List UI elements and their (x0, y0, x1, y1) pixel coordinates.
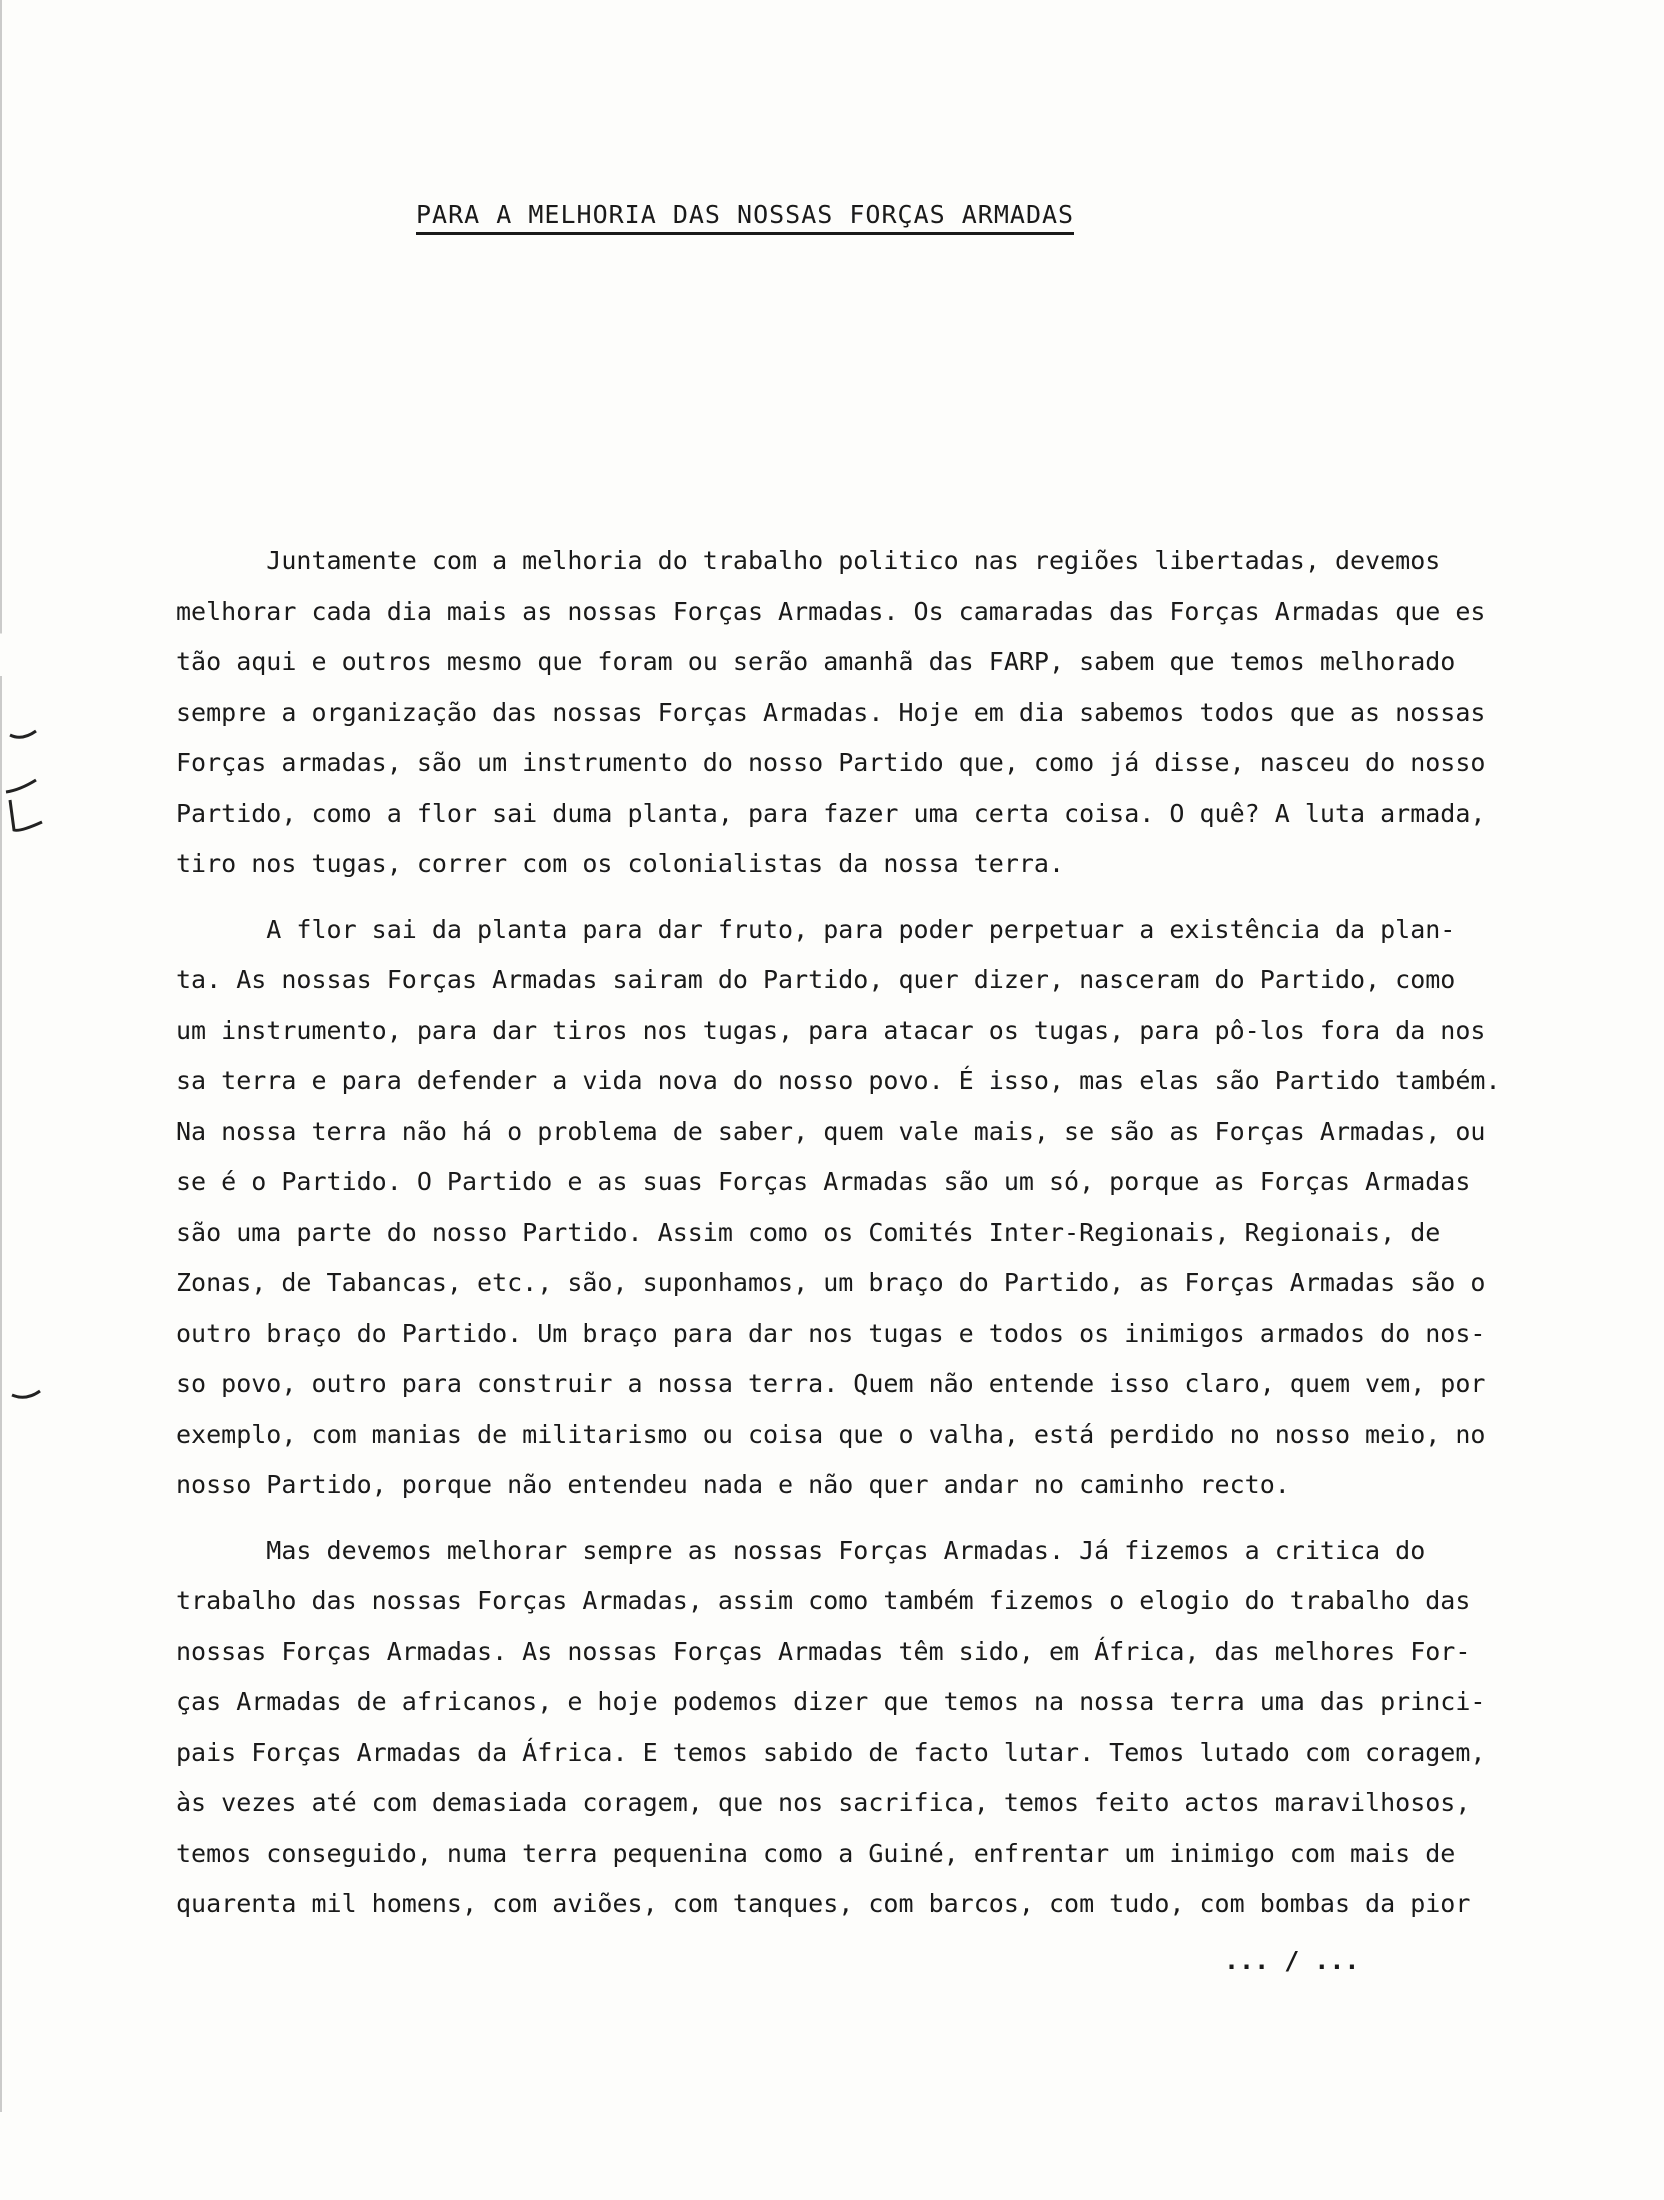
text-line: quarenta mil homens, com aviões, com tanques, com barcos, com tudo, com bombas da pior (176, 1889, 1471, 1918)
text-line: exemplo, com manias de militarismo ou coisa que o valha, está perdido no nosso meio, no (176, 1419, 1486, 1449)
text-line: nosso Partido, porque não entendeu nada e não quer andar no caminho recto. (176, 1470, 1290, 1499)
text-line: às vezes até com demasiada coragem, que nos sacrifica, temos feito actos maravilhosos, (176, 1788, 1471, 1817)
paragraph-3 (176, 1526, 1536, 1930)
text-line: sempre a organização das nossas Forças Armadas. Hoje em dia sabemos todos que as nossas (176, 697, 1486, 727)
text-line: trabalho das nossas Forças Armadas, assim como também fizemos o elogio do trabalho das (176, 1586, 1471, 1615)
scan-marks (0, 700, 60, 2200)
paragraph-gap (176, 890, 1536, 905)
text-line: temos conseguido, numa terra pequenina como a Guiné, enfrentar um inimigo com mais de (176, 1838, 1456, 1868)
text-line: melhorar cada dia mais as nossas Forças Armadas. Os camaradas das Forças Armadas que es (176, 596, 1486, 626)
page-title: PARA A MELHORIA DAS NOSSAS FORÇAS ARMADAS (416, 200, 1074, 235)
text-line: são uma parte do nosso Partido. Assim como os Comités Inter-Regionais, Regionais, de (176, 1217, 1441, 1247)
paragraph-2 (176, 905, 1536, 1511)
text-line: se é o Partido. O Partido e as suas Forças Armadas são um só, porque as Forças Armadas (176, 1167, 1471, 1196)
paragraph-gap (176, 1511, 1536, 1526)
body-text (176, 536, 1536, 1930)
text-line: tão aqui e outros mesmo que foram ou serão amanhã das FARP, sabem que temos melhorado (176, 647, 1456, 676)
text-line: ças Armadas de africanos, e hoje podemos dizer que temos na nossa terra uma das princi- (176, 1687, 1486, 1716)
text-line: A flor sai da planta para dar fruto, para poder perpetuar a existência da plan- (176, 914, 1456, 944)
text-line: so povo, outro para construir a nossa terra. Quem não entende isso claro, quem vem, por (176, 1369, 1486, 1398)
text-line: outro braço do Partido. Um braço para dar nos tugas e todos os inimigos armados do nos- (176, 1318, 1486, 1348)
text-line: Partido, como a flor sai duma planta, para fazer uma certa coisa. O quê? A luta armada, (176, 798, 1486, 828)
text-line: um instrumento, para dar tiros nos tugas, para atacar os tugas, para pô-los fora da nos (176, 1015, 1486, 1045)
continuation-mark: ... / ... (1224, 1946, 1360, 1975)
text-line: Forças armadas, são um instrumento do nosso Partido que, como já disse, nasceu do nosso (176, 748, 1486, 777)
paragraph-1 (176, 536, 1536, 890)
text-line: pais Forças Armadas da África. E temos sabido de facto lutar. Temos lutado com coragem, (176, 1737, 1486, 1767)
text-line: nossas Forças Armadas. As nossas Forças Armadas têm sido, em África, das melhores For- (176, 1636, 1471, 1666)
text-line: Mas devemos melhorar sempre as nossas Forças Armadas. Já fizemos a critica do (176, 1535, 1426, 1565)
text-line: Zonas, de Tabancas, etc., são, suponhamos, um braço do Partido, as Forças Armadas são o (176, 1268, 1486, 1297)
text-line: Juntamente com a melhoria do trabalho politico nas regiões libertadas, devemos (176, 546, 1441, 575)
text-line: sa terra e para defender a vida nova do nosso povo. É isso, mas elas são Partido também. (176, 1066, 1501, 1095)
text-line: tiro nos tugas, correr com os colonialistas da nossa terra. (176, 849, 1065, 878)
text-line: ta. As nossas Forças Armadas sairam do Partido, quer dizer, nasceram do Partido, como (176, 965, 1456, 994)
text-line: Na nossa terra não há o problema de saber, quem vale mais, se são as Forças Armadas, ou (176, 1116, 1486, 1146)
